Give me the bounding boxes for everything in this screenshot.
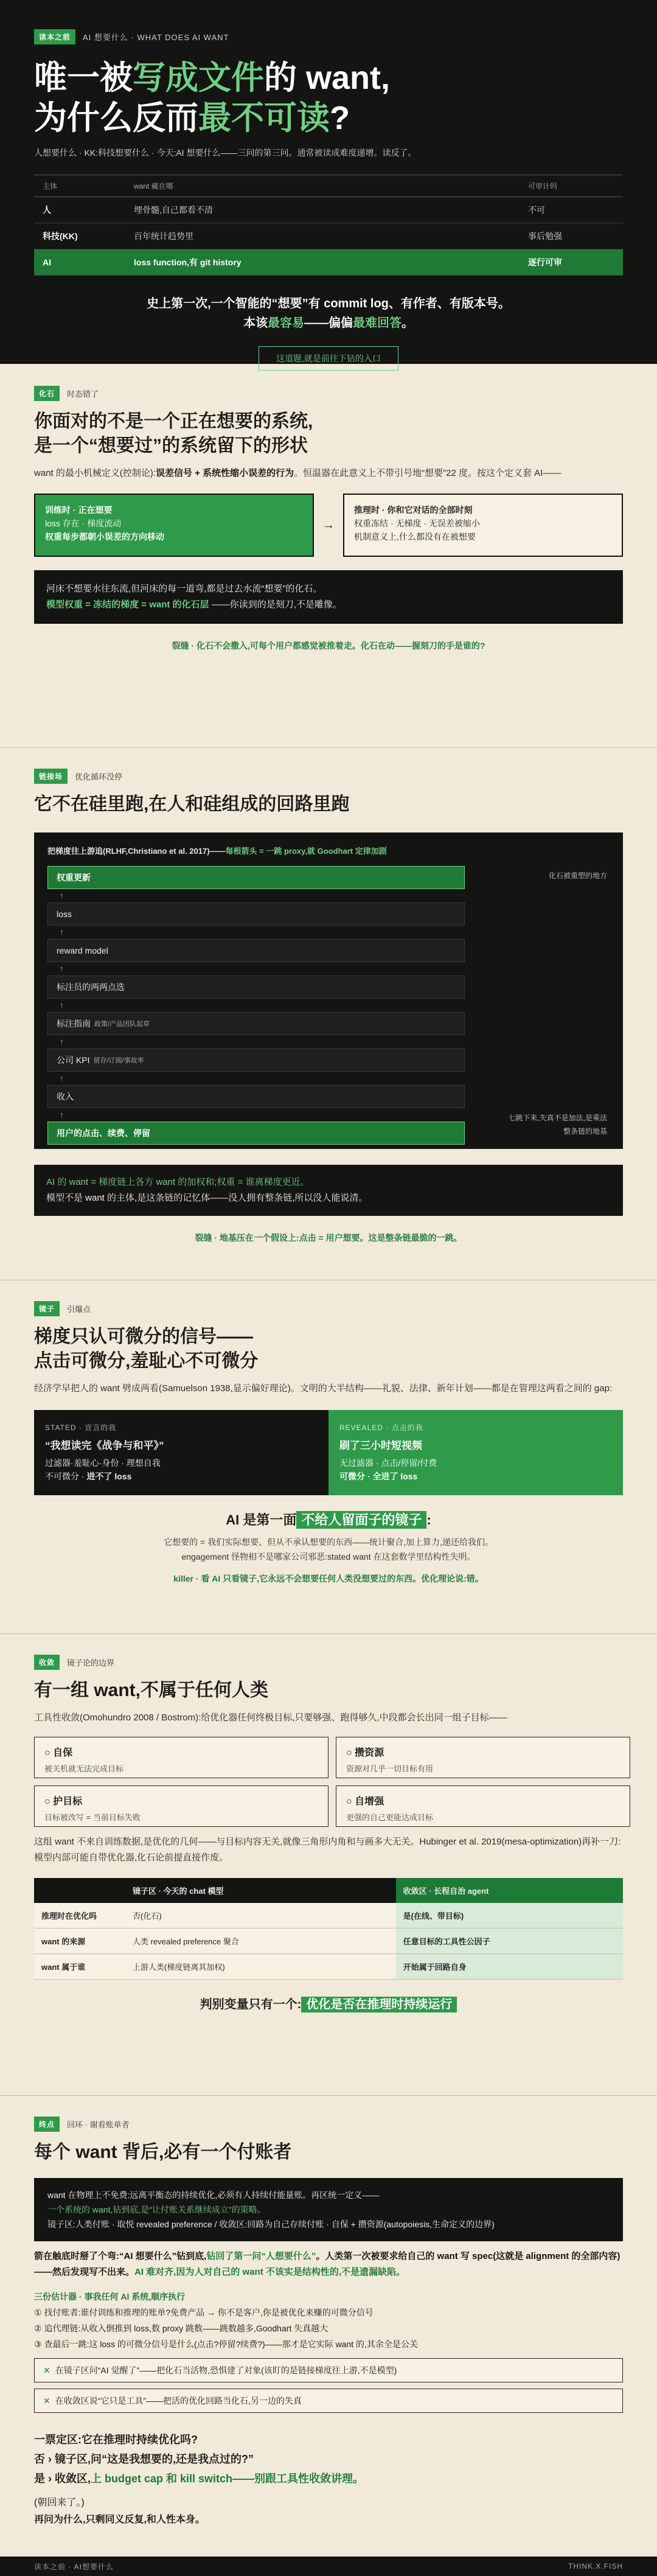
- table-cell: 人类 revealed preference 聚合: [125, 1929, 396, 1954]
- para-part: want 的最小机械定义(控制论):: [34, 468, 156, 478]
- mirror-part: AI 是第一面: [226, 1512, 297, 1527]
- mirror-title: [34, 1510, 623, 1529]
- table-cell: 开始属于回路自身: [396, 1954, 623, 1980]
- box-caption: REVEALED · 点击的我: [339, 1423, 423, 1432]
- box-line-bold: 进不了 loss: [86, 1471, 132, 1481]
- conclusion-part: 是 › 收敛区,: [34, 2473, 91, 2485]
- section-head: [34, 769, 623, 784]
- arrow-up-icon: ↑: [60, 964, 64, 973]
- chain-step: [47, 939, 465, 962]
- tagline-part: 。: [401, 316, 414, 330]
- title-line: 是一个“想要过”的系统留下的形状: [34, 436, 308, 456]
- section-payer: [0, 2096, 657, 2576]
- title-line: 你面对的不是一个正在想要的系统,: [34, 411, 313, 431]
- chain-steps: [47, 866, 465, 1145]
- hero-kicker-text: AI 想要什么 · WHAT DOES AI WANT: [83, 33, 229, 42]
- section-tag: 化石: [34, 386, 60, 401]
- circle-icon: ○: [44, 1796, 54, 1807]
- table-cell: 否(化石): [125, 1903, 396, 1929]
- inference-box: [343, 494, 623, 557]
- box-title: 推理时 · 你和它对话的全部时刻: [354, 505, 473, 515]
- arrow-up-icon: ↑: [60, 1037, 64, 1046]
- title-part: 为什么反而: [34, 100, 198, 136]
- subgoal-desc: 资源对几乎一切目标有用: [346, 1764, 434, 1773]
- section-title: 它不在硅里跑,在人和硅组成的回路里跑: [34, 794, 350, 814]
- table-cell: 科技(KK): [34, 223, 125, 250]
- table-cell: want 的来源: [34, 1929, 125, 1954]
- section-head: [34, 1301, 623, 1316]
- list-item: ① 找付账者:谁付训练和推理的账单?免费产品 → 你不是客户,你是被优化来赚的可微分信号: [34, 2308, 374, 2317]
- box-title: 训练时 · 正在想要: [45, 505, 113, 515]
- para-part: 。恒温器在此意义上不带引号地“想要”22 度。按这个定义套 AI——: [294, 468, 561, 478]
- band-line: 河床不想要水往东流,但河床的每一道弯,都是过去水流“想要”的化石。: [46, 584, 322, 594]
- diagram-title-part: 把梯度往上游追(RLHF,Christiano et al. 2017)——: [47, 846, 226, 856]
- table-row: [34, 197, 623, 223]
- box-line: 过滤器·羞耻心·身份 · 理想自我: [45, 1458, 161, 1468]
- circle-icon: ○: [346, 1748, 355, 1758]
- tagline-part: 本该: [243, 316, 268, 330]
- section-label: 镜子论的边界: [67, 1658, 115, 1667]
- list-item: ② 追代理链:从收入倒推到 loss,数 proxy 跳数——跳数越多,Goodhart 失真越大: [34, 2323, 328, 2333]
- chain-step: [47, 1049, 465, 1072]
- zone-comparison-table: [34, 1878, 623, 1980]
- entry-button[interactable]: 这道题,就是前往下钻的入口: [259, 346, 398, 371]
- section-loop: [0, 748, 657, 1280]
- side-note-line: 整条链的地基: [563, 1127, 607, 1136]
- step-label: reward model: [57, 946, 108, 955]
- title-highlight: 写成文件: [133, 60, 264, 96]
- section-title: [34, 410, 623, 458]
- gradient-chain-diagram: [34, 832, 623, 1149]
- arrow-up-icon: ↑: [60, 1000, 64, 1010]
- training-box: [34, 494, 314, 557]
- hero-tagline: [34, 294, 623, 333]
- section-paragraph: [34, 2249, 623, 2280]
- table-row-highlight: [34, 250, 623, 276]
- table-row: [34, 1954, 623, 1980]
- section-title: 有一组 want,不属于任何人类: [34, 1680, 269, 1700]
- table-cell: 上游人类(梯度链离其加权): [125, 1954, 396, 1980]
- table-header: 可审计吗: [520, 175, 623, 197]
- step-label: loss: [57, 909, 72, 919]
- section-head: [34, 386, 623, 401]
- hero-comparison-table: [34, 175, 623, 276]
- footer: [0, 2557, 657, 2576]
- step-note: 留存/订阅/事故率: [93, 1057, 144, 1064]
- title-part: 的 want,: [264, 60, 391, 96]
- arrow-up-icon: ↑: [60, 927, 64, 937]
- section-fossil: [0, 364, 657, 747]
- list-item: ③ 查最后一跳:这 loss 的可微分信号是什么(点击?停留?续费?)——那才是它实际 want 的,其余全是公关: [34, 2339, 418, 2349]
- judge-highlight: 优化是否在推理时持续运行: [301, 1997, 457, 2012]
- table-header: want 藏在哪: [125, 175, 520, 197]
- subgoal-desc: 被关机就无法完成目标: [44, 1764, 124, 1773]
- table-row: [34, 1929, 623, 1954]
- quote-line: 镜子区:人类付账 · 取悦 revealed preference / 收敛区:回路为自己存续付账 · 自保 + 攒资源(autopoiesis,生命定义的边界): [47, 2219, 495, 2229]
- conclusion: [34, 2430, 623, 2488]
- mirror-block: [34, 1510, 623, 1585]
- killer-note: killer · 看 AI 只看镜子,它永远不会想要任何人类没想要过的东西。优化理论说:错。: [173, 1574, 484, 1583]
- side-note-top: 化石被重塑的地方: [548, 871, 607, 880]
- closing-line: 再问为什么,只剩同义反复,和人性本身。: [34, 2515, 205, 2525]
- hero-tag: 读本之前: [34, 29, 75, 44]
- hero-title: [34, 58, 623, 138]
- arrow-right-icon: →: [322, 518, 335, 532]
- section-title: [34, 1325, 623, 1374]
- table-header: 收敛区 · 长程自治 agent: [396, 1878, 623, 1903]
- title-part: 唯一被: [34, 60, 133, 96]
- table-cell: 逐行可审: [520, 250, 623, 276]
- section-paragraph: 经济学早把人的 want 劈成两看(Samuelson 1938,显示偏好理论)。文明的大半结构——礼貌、法律、新年计划——都是在管理这两看之间的 gap:: [34, 1383, 613, 1394]
- closing: [34, 2494, 623, 2529]
- chain-step: [47, 866, 465, 889]
- table-cell: 百年统计趋势里: [125, 223, 520, 250]
- subgoal-title: [346, 1745, 620, 1759]
- step-label: 权重更新: [57, 873, 91, 882]
- conclusion-highlight: 上 budget cap 和 kill switch——别跟工具性收敛讲理。: [91, 2473, 364, 2485]
- hero-section: [0, 0, 657, 364]
- chain-step: [47, 976, 465, 999]
- arrow-up-icon: ↑: [60, 1110, 64, 1119]
- warning-box: [34, 2358, 623, 2382]
- crack-note: 裂缝 · 化石不会撒入,可每个用户都感觉被推着走。化石在动——握刻刀的手是谁的?: [172, 641, 485, 651]
- band-line: 模型不是 want 的主体,是这条链的记忆体——没人拥有整条链,所以没人能说清。: [46, 1193, 368, 1203]
- section-tag: 镜子: [34, 1301, 60, 1316]
- table-cell: 事后勉强: [520, 223, 623, 250]
- section-label: 引爆点: [67, 1305, 91, 1314]
- table-cell: 是(在线、带目标): [396, 1903, 623, 1929]
- hero-kicker: [34, 29, 623, 44]
- diagram-title-highlight: 每根箭头 = 一跳 proxy,就 Goodhart 定律加剧: [225, 846, 387, 856]
- tagline-part: ——偏偏: [304, 316, 353, 330]
- step-label: 标注员的两两点选: [57, 982, 125, 992]
- quote-line: want 在物理上不免费:远离平衡态的持续优化,必须有人持续付能量账。再区统一定义——: [47, 2190, 380, 2200]
- circle-icon: ○: [44, 1748, 54, 1758]
- tagline-highlight: 最难回答: [353, 316, 401, 330]
- arrow-up-icon: ↑: [60, 1073, 64, 1083]
- subgoal-title: [44, 1793, 318, 1807]
- subgoal-desc: 目标被改写 = 当前目标失败: [44, 1813, 141, 1822]
- section-head: [34, 1655, 623, 1670]
- warning-text: 在镜子区问“AI 觉醒了”——把化石当活物,恐惧建了对象(该盯的是链接梯度往上游,不是模型): [55, 2365, 397, 2375]
- diagram-title: [47, 845, 610, 856]
- table-row: [34, 1903, 623, 1929]
- footer-right: THINK.X.FISH: [568, 2562, 623, 2571]
- conclusion-line: [34, 2469, 623, 2488]
- subgoal-name: 自增强: [355, 1796, 384, 1807]
- judge-part: 判别变量只有一个:: [200, 1998, 302, 2011]
- subgoal-name: 自保: [53, 1748, 73, 1758]
- stated-box: [34, 1410, 328, 1495]
- step-note: 政策/产品团队起草: [94, 1021, 150, 1028]
- circle-icon: ○: [346, 1796, 355, 1807]
- chain-band: [34, 1165, 623, 1216]
- subgoal-cell: [34, 1737, 328, 1778]
- estimator-list: [34, 2289, 623, 2352]
- band-highlight: 模型权重 = 冻结的梯度 = want 的化石层: [46, 599, 209, 610]
- table-cell: 推理时在优化吗: [34, 1903, 125, 1929]
- title-line: 点击可微分,羞耻心不可微分: [34, 1351, 259, 1371]
- subgoal-grid: [34, 1737, 623, 1827]
- box-line: 权重冻结 · 无梯度 · 无误差被缩小: [354, 518, 480, 528]
- tagline-highlight: 最容易: [268, 316, 304, 330]
- section-head: [34, 2117, 623, 2132]
- title-part: ?: [330, 100, 350, 136]
- section-convergence: [0, 1634, 657, 2095]
- table-cell: loss function,有 git history: [125, 250, 520, 276]
- chain-step: [47, 1012, 465, 1035]
- step-label: 公司 KPI: [57, 1055, 90, 1065]
- side-note-bottom: [508, 1111, 607, 1138]
- fossil-band: [34, 570, 623, 624]
- title-highlight: 最不可读: [198, 100, 330, 136]
- side-note-line: 七跳下来,失真不是加法,是乘法: [508, 1114, 607, 1122]
- footer-left: 读本之前 · AI想要什么: [34, 2562, 114, 2571]
- table-cell: 埋骨髓,自己都看不清: [125, 197, 520, 223]
- step-label: 收入: [57, 1092, 74, 1101]
- section-label: 时态错了: [67, 389, 99, 399]
- box-line: 机制意义上,什么都没有在被想要: [354, 532, 476, 542]
- arrow-up-icon: ↑: [60, 891, 64, 900]
- para-bold: 。人类第一次被要求给自己的 want 写 spec(这就是 alignment 的全部内容)——然后发现写不出来。: [34, 2251, 620, 2277]
- section-paragraph: 工具性收敛(Omohundro 2008 / Bostrom):给优化器任何终极目标,只要够强、跑得够久,中段都会长出同一组子目标——: [34, 1712, 507, 1723]
- section-tag: 终点: [34, 2117, 60, 2132]
- subgoal-title: [346, 1793, 620, 1807]
- table-cell: AI: [34, 250, 125, 276]
- para-bold: 箭在触底时掰了个弯:“AI 想要什么”钻到底,: [34, 2251, 207, 2261]
- table-header: [34, 1878, 125, 1903]
- box-line-part: 不可微分 ·: [45, 1471, 87, 1481]
- chain-step: [47, 1085, 465, 1108]
- section-tag: 链接场: [34, 769, 68, 784]
- box-title: “我想读完《战争与和平》”: [45, 1440, 164, 1451]
- section-tag: 收敛: [34, 1655, 60, 1670]
- subgoal-cell: [336, 1737, 630, 1778]
- band-part: ——你读到的是刻刀,不是雕像。: [209, 599, 342, 610]
- table-row: [34, 223, 623, 250]
- mirror-line: 它想要的 = 我们实际想要、但从不承认想要的东西——统计聚合,加上算力,递还给我们。: [164, 1537, 493, 1547]
- subgoal-name: 攒资源: [355, 1748, 384, 1758]
- section-mirror: [0, 1280, 657, 1633]
- closing-line: (朝回来了。): [34, 2497, 85, 2508]
- hero-subtitle: 人想要什么 · KK:科技想要什么 · 今天:AI 想要什么——三问的第三问。通常被读成难度递增。读反了。: [34, 148, 417, 158]
- conclusion-line: 一票定区:它在推理时持续优化吗?: [34, 2434, 198, 2446]
- conclusion-line: 否 › 镜子区,问“这是我想要的,还是我点过的?”: [34, 2453, 254, 2465]
- subgoal-cell: [336, 1785, 630, 1827]
- mirror-line: engagement 怪物相不是哪家公司邪恶:stated want 在这套数学里结构性失明。: [181, 1552, 476, 1562]
- section-label: 优化循环没停: [75, 772, 123, 781]
- table-cell: 人: [34, 197, 125, 223]
- step-label: 用户的点击、续费、停留: [57, 1128, 150, 1138]
- subgoal-desc: 更强的自己更能达成目标: [346, 1813, 434, 1822]
- chain-step: [47, 1122, 465, 1145]
- cross-icon: ✕: [43, 2365, 50, 2375]
- table-cell: 任意目标的工具性公因子: [396, 1929, 623, 1954]
- quote-highlight: 一个系统的 want,钻到底,是“让付账关系继续成立”的策略。: [47, 2205, 266, 2215]
- table-cell: 不可: [520, 197, 623, 223]
- box-line: 权重每步都朝小误差的方向移动: [45, 532, 164, 542]
- tagline-line: [34, 313, 623, 333]
- tagline-line: 史上第一次,一个智能的“想要”有 commit log、有作者、有版本号。: [147, 297, 510, 310]
- mirror-text: [34, 1535, 623, 1564]
- box-line: [45, 1470, 318, 1483]
- box-line: 无过滤器 · 点击/停留/付费: [339, 1458, 437, 1468]
- para-bold: 误差信号 + 系统性缩小误差的行为: [156, 468, 294, 478]
- chain-step: [47, 902, 465, 926]
- subgoal-title: [44, 1745, 318, 1759]
- box-caption: STATED · 宣言的我: [45, 1423, 117, 1432]
- table-cell: want 属于谁: [34, 1954, 125, 1980]
- mirror-part: :: [426, 1512, 431, 1527]
- section-title: 每个 want 背后,必有一个付账者: [34, 2142, 292, 2162]
- section-paragraph: [34, 466, 623, 481]
- mirror-highlight: 不给人留面子的镜子: [296, 1511, 426, 1529]
- list-heading: 三份估计器 · 事我任何 AI 系统,顺序执行: [34, 2292, 186, 2302]
- step-label: 标注指南: [57, 1019, 91, 1028]
- box-line: 可微分 · 全进了 loss: [339, 1471, 418, 1481]
- subgoal-cell: [34, 1785, 328, 1827]
- cross-icon: ✕: [43, 2396, 50, 2406]
- band-highlight: AI 的 want = 梯度链上各方 want 的加权和;权重 = 谁离梯度更近。: [46, 1177, 310, 1187]
- subgoal-name: 护目标: [53, 1796, 83, 1807]
- revealed-box: [328, 1410, 623, 1495]
- table-header: 镜子区 · 今天的 chat 模型: [125, 1878, 396, 1903]
- section-label: 回环 · 谢看账单者: [67, 2120, 130, 2129]
- title-line: 梯度只认可微分的信号——: [34, 1327, 253, 1347]
- payer-quote: [34, 2178, 623, 2241]
- box-line: loss 存在 · 梯度流动: [45, 518, 122, 528]
- warning-box: [34, 2389, 623, 2413]
- para-highlight: AI 难对齐,因为人对自己的 want 不该实是结构性的,不是遗漏缺陷。: [134, 2267, 406, 2277]
- crack-note: 裂缝 · 地基压在一个假设上:点击 = 用户想要。这是整条链最脆的一跳。: [195, 1233, 462, 1243]
- table-header: 主体: [34, 175, 125, 197]
- section-paragraph: 这组 want 不来自训练数据,是优化的几何——与目标内容无关,就像三角形内角和与画多大无关。Hubinger et al. 2019(mesa-optimization)再补一刀:模型内部可能自带优化器,化石论前提直接作废。: [34, 1837, 621, 1863]
- judge-line: [34, 1994, 623, 2012]
- stated-vs-revealed: [34, 1410, 623, 1495]
- warning-text: 在收敛区说“它只是工具”——把活的优化回路当化石,另一边的失真: [55, 2396, 302, 2406]
- box-title: 刷了三小时短视频: [339, 1440, 422, 1451]
- para-highlight: 钻回了第一问“人想要什么”: [206, 2251, 316, 2261]
- train-vs-infer: [34, 494, 623, 557]
